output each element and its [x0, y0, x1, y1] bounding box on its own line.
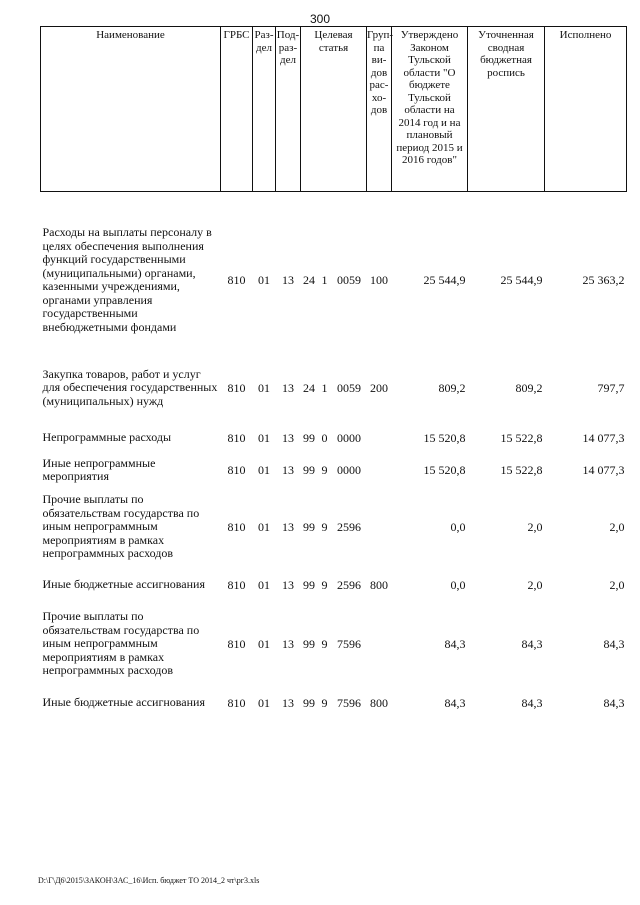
row-grbs: 810 — [227, 430, 246, 445]
table-row — [41, 486, 627, 568]
row-refined: 15 522,8 — [500, 462, 543, 477]
row-name: Закупка товаров, работ и услуг для обеспечения государственных (муниципальных) нужд — [42, 366, 218, 408]
row-cs3: 2596 — [337, 519, 361, 534]
row-podrazdel: 13 — [282, 695, 294, 710]
row-approved: 84,3 — [444, 695, 466, 710]
table-row — [41, 454, 627, 486]
page-number: 300 — [309, 12, 331, 26]
row-refined: 2,0 — [527, 577, 543, 592]
row-cs3: 0000 — [337, 430, 361, 445]
header-podrazdel-text: Под- раз- дел — [276, 29, 300, 66]
row-grbs: 810 — [227, 519, 246, 534]
row-refined: 2,0 — [527, 519, 543, 534]
row-cs3: 7596 — [337, 636, 361, 651]
row-cs1: 99 — [303, 577, 315, 592]
row-executed: 797,7 — [597, 380, 625, 395]
header-name — [41, 27, 221, 192]
row-gruppa: 800 — [370, 695, 388, 710]
row-cs3: 0059 — [337, 272, 361, 287]
row-razdel: 01 — [258, 272, 270, 287]
table-row — [41, 422, 627, 454]
row-cs2: 9 — [321, 519, 328, 534]
row-refined: 84,3 — [521, 695, 543, 710]
row-podrazdel: 13 — [282, 519, 294, 534]
row-cs2: 9 — [321, 636, 328, 651]
row-approved: 15 520,8 — [423, 462, 466, 477]
table-row — [41, 602, 627, 686]
row-razdel: 01 — [258, 519, 270, 534]
table-body — [41, 192, 627, 721]
row-razdel: 01 — [258, 462, 270, 477]
header-grbs-text: ГРБС — [223, 29, 250, 41]
budget-table — [40, 26, 627, 720]
row-refined: 84,3 — [521, 636, 543, 651]
row-gruppa — [367, 602, 392, 686]
header-celevaya-statya — [301, 27, 367, 192]
row-podrazdel: 13 — [282, 380, 294, 395]
row-razdel: 01 — [258, 695, 270, 710]
row-name: Иные бюджетные ассигнования — [42, 577, 205, 592]
row-gruppa — [367, 486, 392, 568]
row-cs1: 24 — [303, 380, 315, 395]
row-executed: 14 077,3 — [582, 462, 625, 477]
row-name: Прочие выплаты по обязательствам государства по иным непрограммным мероприятиям в рамках непрограммных расходов — [42, 609, 200, 678]
header-gruppa-text: Груп- па ви- дов рас- хо- дов — [367, 29, 394, 116]
row-cs2: 9 — [321, 695, 328, 710]
row-cs1: 99 — [303, 695, 315, 710]
row-razdel: 01 — [258, 380, 270, 395]
row-refined: 809,2 — [515, 380, 543, 395]
file-path-footer: D:\Г\Д6\2015\ЗАКОН\ЗАС_16\Исп. бюджет ТО 2014_2 чт\рг3.xls — [38, 876, 260, 885]
row-gruppa — [367, 422, 392, 454]
table-row — [41, 686, 627, 720]
row-grbs: 810 — [227, 695, 246, 710]
row-approved: 809,2 — [438, 380, 466, 395]
row-razdel: 01 — [258, 636, 270, 651]
row-cs1: 99 — [303, 519, 315, 534]
header-approved-text: Утверждено Законом Тульской области "О бюджете Тульской области на 2014 год и на плановый период 2015 и 2016 годов" — [396, 29, 463, 166]
header-refined — [468, 27, 545, 192]
header-celevaya-statya-text: Целевая статья — [314, 29, 353, 54]
row-refined: 25 544,9 — [500, 272, 543, 287]
row-cs3: 7596 — [337, 695, 361, 710]
row-name: Иные непрограммные мероприятия — [42, 455, 156, 483]
header-executed-text: Исполнено — [559, 29, 612, 41]
table-row — [41, 568, 627, 602]
row-gruppa: 100 — [370, 272, 388, 287]
row-executed: 2,0 — [609, 577, 625, 592]
row-gruppa: 200 — [370, 380, 388, 395]
row-grbs: 810 — [227, 272, 246, 287]
row-cs3: 2596 — [337, 577, 361, 592]
row-cs1: 99 — [303, 462, 315, 477]
row-grbs: 810 — [227, 462, 246, 477]
row-executed: 84,3 — [603, 695, 625, 710]
header-executed — [545, 27, 627, 192]
row-podrazdel: 13 — [282, 577, 294, 592]
row-cs1: 99 — [303, 636, 315, 651]
row-approved: 15 520,8 — [423, 430, 466, 445]
header-podrazdel — [276, 27, 301, 192]
header-name-text: Наименование — [96, 29, 165, 41]
row-cs3: 0059 — [337, 380, 361, 395]
header-refined-text: Уточненная сводная бюджетная роспись — [478, 29, 534, 79]
row-podrazdel: 13 — [282, 462, 294, 477]
row-podrazdel: 13 — [282, 430, 294, 445]
row-approved: 0,0 — [450, 519, 466, 534]
table-row — [41, 354, 627, 422]
header-grbs — [221, 27, 253, 192]
row-name: Расходы на выплаты персоналу в целях обеспечения выполнения функций государственными (муниципальными) органами, казенными учреждениями, органами управления государственными внебюджетными фондами — [42, 225, 212, 334]
row-approved: 84,3 — [444, 636, 466, 651]
row-grbs: 810 — [227, 636, 246, 651]
header-approved — [392, 27, 468, 192]
row-cs2: 9 — [321, 462, 328, 477]
row-podrazdel: 13 — [282, 272, 294, 287]
row-cs2: 1 — [321, 380, 328, 395]
header-gruppa — [367, 27, 392, 192]
row-razdel: 01 — [258, 577, 270, 592]
row-executed: 2,0 — [609, 519, 625, 534]
header-razdel — [253, 27, 276, 192]
row-name: Иные бюджетные ассигнования — [42, 695, 205, 710]
row-executed: 25 363,2 — [582, 272, 625, 287]
table-row — [41, 206, 627, 354]
row-podrazdel: 13 — [282, 636, 294, 651]
row-razdel: 01 — [258, 430, 270, 445]
row-cs1: 99 — [303, 430, 315, 445]
row-cs1: 24 — [303, 272, 315, 287]
row-approved: 0,0 — [450, 577, 466, 592]
row-gruppa — [367, 454, 392, 486]
row-executed: 14 077,3 — [582, 430, 625, 445]
row-grbs: 810 — [227, 577, 246, 592]
spacer-cell — [41, 192, 627, 207]
row-executed: 84,3 — [603, 636, 625, 651]
header-razdel-text: Раз- дел — [254, 29, 274, 54]
row-cs2: 1 — [321, 272, 328, 287]
row-name: Непрограммные расходы — [42, 430, 172, 445]
row-refined: 15 522,8 — [500, 430, 543, 445]
row-gruppa: 800 — [370, 577, 388, 592]
row-grbs: 810 — [227, 380, 246, 395]
row-cs2: 9 — [321, 577, 328, 592]
row-name: Прочие выплаты по обязательствам государства по иным непрограммным мероприятиям в рамках непрограммных расходов — [42, 492, 200, 561]
row-cs3: 0000 — [337, 462, 361, 477]
row-cs2: 0 — [321, 430, 328, 445]
row-approved: 25 544,9 — [423, 272, 466, 287]
spacer-row — [41, 192, 627, 207]
table-header — [41, 27, 627, 192]
